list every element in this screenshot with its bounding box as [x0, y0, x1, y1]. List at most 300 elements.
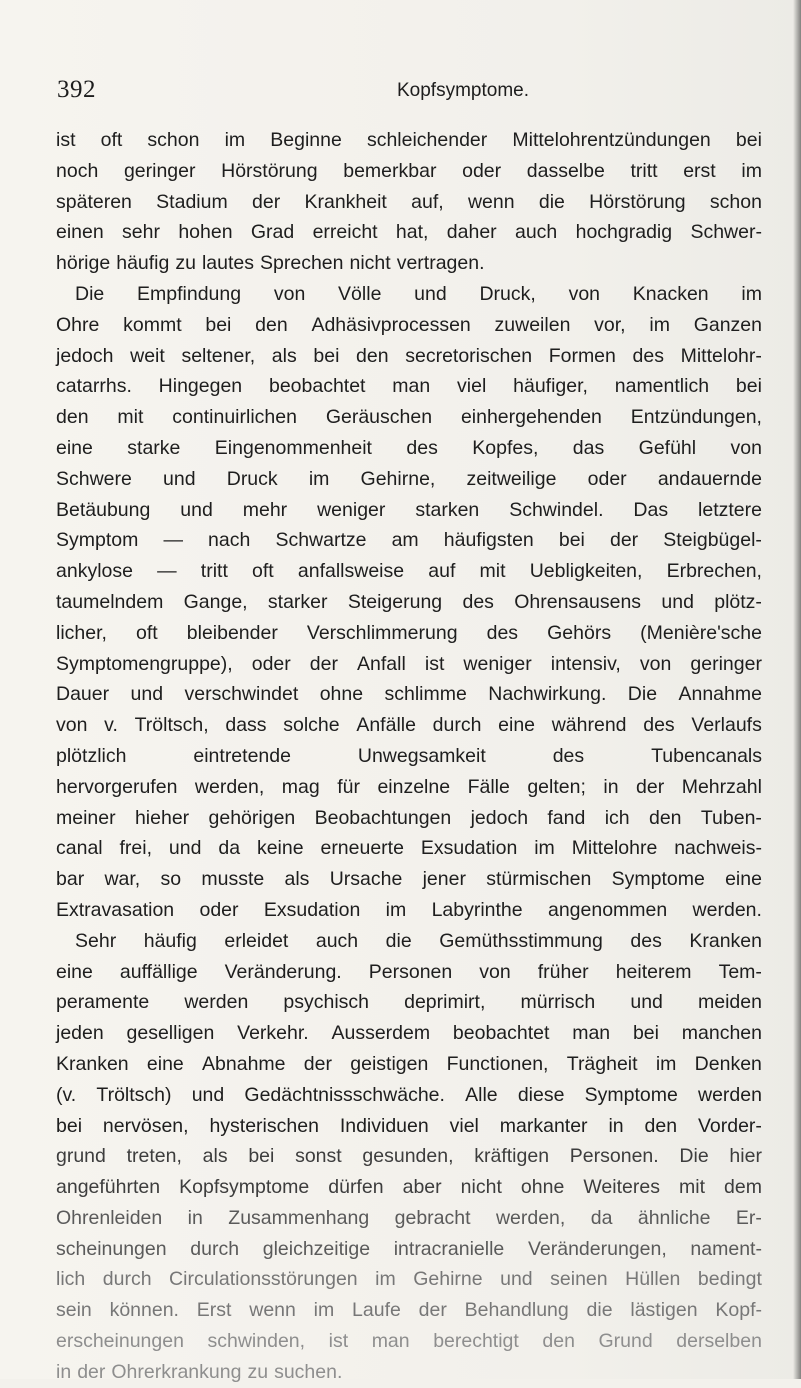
word: hörige — [56, 252, 111, 275]
word: Adhäsivprocessen — [311, 313, 471, 336]
word: kommt — [123, 313, 182, 336]
word: Mehrzahl — [681, 775, 762, 798]
word: lautes — [201, 252, 255, 275]
word: schon — [709, 190, 762, 213]
text-line — [56, 433, 762, 464]
word: zu — [175, 252, 196, 275]
word: Abnahme — [202, 1052, 286, 1075]
word: hieher — [134, 806, 190, 829]
word: auch — [514, 221, 558, 244]
word: einhergehenden — [460, 406, 602, 429]
word: hat, — [395, 221, 429, 244]
word: Dauer — [56, 683, 110, 706]
word: Kopf- — [715, 1299, 762, 1322]
word: seinen — [550, 1268, 608, 1291]
word: Symptome — [584, 1083, 678, 1106]
word: Sehr — [75, 929, 117, 952]
word: des — [486, 621, 519, 644]
word: Ohrensausens — [514, 590, 642, 613]
word: von — [56, 714, 88, 737]
word: psychisch — [283, 991, 370, 1014]
word: Fälle — [467, 775, 510, 798]
word: treten, — [126, 1145, 182, 1168]
word: das — [572, 436, 605, 459]
text-line — [56, 926, 762, 957]
word: taumelndem — [56, 590, 164, 613]
word: Er- — [735, 1206, 762, 1229]
word: mit — [479, 560, 506, 583]
word: (v. — [56, 1083, 77, 1106]
text-line — [56, 803, 762, 834]
word: häufig — [143, 929, 197, 952]
word: stürmischen — [486, 868, 592, 891]
word: Symptom — [56, 529, 139, 552]
text-line — [56, 987, 762, 1018]
word: plötz- — [714, 590, 762, 613]
text-line — [56, 741, 762, 772]
text-line — [56, 1172, 762, 1203]
word: intensiv, — [550, 652, 621, 675]
word: und — [168, 837, 202, 860]
word: lästigen — [630, 1299, 698, 1322]
word: diese — [517, 1083, 565, 1106]
word: oder — [587, 467, 627, 490]
word: markanter — [499, 1114, 588, 1137]
word: die — [385, 929, 412, 952]
word: bei — [632, 1022, 659, 1045]
word: Veränderungen, — [527, 1237, 667, 1260]
word: oft — [100, 129, 123, 151]
word: Die — [627, 683, 658, 706]
word: Grund — [598, 1330, 653, 1353]
word: Gefühl — [638, 436, 697, 459]
word: im — [655, 1052, 677, 1075]
word: erscheinungen — [56, 1330, 184, 1353]
word: vertragen. — [396, 252, 485, 275]
word: wenn — [249, 1299, 296, 1322]
word: Geräuschen — [325, 406, 433, 429]
word: (Menière'sche — [640, 621, 762, 644]
word: Exsudation — [263, 898, 361, 921]
word: kräftigen — [474, 1145, 550, 1168]
text-line — [56, 679, 762, 710]
word: Entzündungen, — [630, 406, 762, 429]
word: eine — [725, 868, 762, 891]
word: nachweis- — [674, 837, 762, 860]
text-line — [56, 864, 762, 895]
word: einen — [56, 221, 104, 244]
word: Labyrinthe — [431, 898, 523, 921]
word: durch — [190, 1237, 240, 1260]
word: Ursache — [329, 868, 403, 891]
word: von — [273, 282, 306, 305]
word: Annahme — [678, 683, 762, 706]
word: Vorder- — [697, 1114, 762, 1137]
text-line — [56, 833, 762, 864]
word: verschwindet — [184, 683, 299, 706]
word: des — [643, 714, 675, 737]
word: von — [568, 282, 601, 305]
word: starke — [127, 436, 181, 459]
word: sehr — [122, 221, 160, 244]
word: Hüllen — [625, 1268, 681, 1291]
word: mehr — [242, 498, 288, 521]
word: letztere — [698, 498, 762, 521]
word: war, — [104, 868, 141, 891]
word: starker — [267, 590, 328, 613]
text-line — [56, 495, 762, 526]
word: Trägheit — [566, 1052, 638, 1075]
word: und — [130, 683, 164, 706]
text-line — [56, 618, 762, 649]
word: meiner — [56, 806, 116, 829]
word: Circulationsstörungen — [169, 1268, 358, 1291]
word: starken — [415, 498, 480, 521]
word: dasselbe — [526, 159, 605, 182]
word: oder — [462, 159, 502, 182]
word: Personen — [368, 960, 453, 983]
word: Ganzen — [693, 313, 762, 336]
word: den — [255, 313, 288, 336]
word: continuirlichen — [172, 406, 297, 429]
word: Die — [679, 1145, 709, 1168]
word: Schwartze — [275, 529, 367, 552]
word: eine — [56, 436, 93, 459]
word: eintretende — [193, 744, 291, 767]
word: ähnliche — [637, 1206, 711, 1229]
word: Kopfes, — [472, 436, 539, 459]
word: bemerkbar — [343, 159, 437, 182]
word: Druck, — [479, 282, 536, 305]
text-line — [56, 341, 762, 372]
word: im — [375, 1268, 396, 1291]
word: gebracht — [394, 1206, 471, 1229]
word: sein — [56, 1299, 92, 1322]
text-line — [56, 556, 762, 587]
word: weit — [130, 344, 165, 367]
text-line — [56, 217, 762, 248]
word: Symptome — [611, 868, 705, 891]
word: im — [308, 467, 330, 490]
word: im — [534, 837, 555, 860]
word: im — [385, 898, 407, 921]
word: geselligen — [126, 1022, 215, 1045]
word: schon — [147, 129, 200, 151]
text-line — [56, 464, 762, 495]
word: des — [406, 436, 438, 459]
word: Gehörs — [547, 621, 612, 644]
word: beobachtet — [268, 375, 366, 398]
text-line — [56, 957, 762, 988]
word: noch — [56, 159, 99, 182]
word: nach — [208, 529, 251, 552]
word: hysterischen — [209, 1114, 319, 1137]
word: Erbrechen, — [666, 560, 762, 583]
word: Gedächtnissschwäche. — [244, 1083, 445, 1106]
text-line — [56, 587, 762, 618]
text-line — [56, 525, 762, 556]
word: Druck — [226, 467, 278, 490]
word: Ohre — [56, 313, 100, 336]
word: hohen — [178, 221, 233, 244]
word: oder — [251, 652, 291, 675]
word: lich — [56, 1268, 86, 1291]
word: im — [741, 159, 762, 182]
page-number: 392 — [57, 76, 96, 103]
word: und — [163, 467, 196, 490]
word: späteren — [56, 190, 132, 213]
word: Mittelohre — [571, 837, 658, 860]
word: Uebligkeiten, — [529, 560, 643, 583]
word: auffällige — [119, 960, 198, 983]
word: der — [303, 1052, 332, 1075]
word: Anfall — [357, 652, 406, 675]
word: peramente — [56, 991, 150, 1014]
text-line — [56, 1234, 762, 1265]
word: namentlich — [614, 375, 710, 398]
word: Gange, — [183, 590, 248, 613]
word: Formen — [548, 344, 616, 367]
word: Nachwirkung. — [488, 683, 607, 706]
word: Hörstörung — [589, 190, 686, 213]
word: schleichender — [366, 129, 488, 151]
word: des — [552, 744, 585, 767]
word: werden — [697, 1083, 762, 1106]
word: als — [284, 868, 310, 891]
word: Behandlung — [464, 1299, 569, 1322]
text-line — [56, 187, 762, 218]
text-line — [56, 1018, 762, 1049]
word: in — [187, 1206, 203, 1229]
word: jedoch — [56, 344, 114, 367]
text-line — [56, 1080, 762, 1111]
word: der — [636, 775, 665, 798]
word: eine — [498, 714, 536, 737]
word: gleichzeitige — [262, 1237, 371, 1260]
word: bei — [56, 1114, 83, 1137]
word: Gemüthsstimmung — [439, 929, 603, 952]
word: den — [644, 1114, 678, 1137]
word: canal — [56, 837, 103, 860]
word: des — [632, 344, 664, 367]
word: Gehirne — [413, 1268, 483, 1291]
word: während — [551, 714, 627, 737]
word: Eingenommenheit — [214, 436, 372, 459]
word: da — [218, 837, 241, 860]
word: secretorischen — [405, 344, 533, 367]
word: in — [56, 1360, 72, 1383]
text-line — [56, 1264, 762, 1295]
word: jener — [422, 868, 466, 891]
word: des — [630, 929, 662, 952]
text-line — [56, 248, 762, 279]
word: auch — [315, 929, 359, 952]
word: keine — [256, 837, 304, 860]
word: und — [630, 991, 663, 1014]
word: von — [479, 960, 511, 983]
word: Sprechen — [260, 252, 344, 275]
word: werden, — [495, 1206, 566, 1229]
word: nament- — [690, 1237, 762, 1260]
word: den — [356, 344, 389, 367]
word: seltener, — [181, 344, 256, 367]
word: geistigen — [350, 1052, 429, 1075]
word: Tubencanals — [651, 744, 762, 767]
word: licher, — [56, 621, 107, 644]
word: zuweilen — [494, 313, 571, 336]
text-line — [56, 1295, 762, 1326]
word: Veränderung. — [224, 960, 342, 983]
word: als — [271, 344, 297, 367]
word: viel — [457, 375, 487, 398]
word: catarrhs. — [56, 375, 132, 398]
word: suchen. — [274, 1360, 343, 1383]
word: derselben — [676, 1330, 762, 1353]
word: Tröltsch) — [96, 1083, 172, 1106]
word: Exsudation — [420, 837, 518, 860]
word: grund — [56, 1145, 106, 1168]
word: einzelne — [377, 775, 451, 798]
word: geringer — [690, 652, 762, 675]
word: hier — [729, 1145, 762, 1168]
word: Grad — [250, 221, 295, 244]
word: scheinungen — [56, 1237, 167, 1260]
word: Mittelohr- — [680, 344, 762, 367]
word: Kranken — [689, 929, 762, 952]
word: der — [77, 1360, 106, 1383]
word: Tuben- — [700, 806, 762, 829]
word: Völle — [338, 282, 382, 305]
word: nicht — [349, 252, 391, 275]
word: erreicht — [312, 221, 378, 244]
word: ist — [328, 1330, 349, 1353]
word: angeführten — [56, 1176, 161, 1199]
word: Steigerung — [347, 590, 443, 613]
word: ohne — [520, 1176, 565, 1199]
word: die — [586, 1299, 613, 1322]
word: bar — [56, 868, 85, 891]
text-line — [56, 371, 762, 402]
word: Schwindel. — [509, 498, 604, 521]
word: in — [608, 1114, 624, 1137]
word: weniger — [463, 652, 532, 675]
word: vor, — [594, 313, 626, 336]
word: am — [391, 529, 419, 552]
word: geringer — [123, 159, 196, 182]
word: man — [572, 1022, 611, 1045]
word: Unwegsamkeit — [357, 744, 486, 767]
word: Schwere — [56, 467, 132, 490]
word: Functionen, — [446, 1052, 549, 1075]
word: oder — [199, 898, 239, 921]
word: häufigsten — [443, 529, 534, 552]
word: Zusammenhang — [228, 1206, 370, 1229]
word: meiden — [697, 991, 762, 1014]
word: sonst — [295, 1145, 342, 1168]
word: dass — [225, 714, 267, 737]
text-line — [56, 649, 762, 680]
word: Hingegen — [158, 375, 243, 398]
text-line — [56, 1326, 762, 1357]
page-header — [0, 76, 801, 116]
word: Personen. — [569, 1145, 659, 1168]
word: Weiteres — [583, 1176, 660, 1199]
word: bei — [735, 129, 762, 151]
word: gesunden, — [362, 1145, 454, 1168]
word: manchen — [681, 1022, 762, 1045]
word: der — [252, 190, 281, 213]
word: mag — [281, 775, 320, 798]
word: Ohrenleiden — [56, 1206, 163, 1229]
word: Verlaufs — [691, 714, 762, 737]
word: Individuen — [339, 1114, 429, 1137]
word: erneuerte — [320, 837, 404, 860]
word: gehörigen — [208, 806, 296, 829]
word: den — [56, 406, 89, 429]
word: erst — [683, 159, 716, 182]
word: daher — [446, 221, 497, 244]
word: Gehirne, — [360, 467, 436, 490]
body-text — [56, 125, 762, 1388]
word: im — [313, 1299, 335, 1322]
word: Laufe — [352, 1299, 401, 1322]
word: durch — [432, 714, 482, 737]
word: die — [538, 190, 565, 213]
word: des — [462, 590, 494, 613]
word: können. — [109, 1299, 179, 1322]
word: — — [163, 529, 183, 552]
text-line — [56, 1357, 762, 1388]
word: und — [191, 1083, 225, 1106]
word: ich — [604, 806, 630, 829]
word: werden. — [692, 898, 762, 921]
word: man — [392, 375, 431, 398]
word: und — [500, 1268, 533, 1291]
word: Beginne — [270, 129, 342, 151]
word: Kopfsymptome — [179, 1176, 310, 1199]
word: eine — [146, 1052, 184, 1075]
word: v. — [104, 714, 118, 737]
word: mit — [117, 406, 144, 429]
word: nicht — [460, 1176, 502, 1199]
word: tritt — [630, 159, 658, 182]
text-line — [56, 1111, 762, 1142]
word: solche — [283, 714, 340, 737]
word: plötzlich — [56, 744, 127, 767]
word: Schwer- — [690, 221, 762, 244]
word: Tröltsch, — [134, 714, 209, 737]
word: Knacken — [632, 282, 709, 305]
page-edge-shadow — [793, 0, 801, 1379]
word: zeitweilige — [466, 467, 557, 490]
word: Denken — [694, 1052, 762, 1075]
text-line — [56, 125, 762, 156]
word: mit — [679, 1176, 705, 1199]
word: andauernde — [657, 467, 762, 490]
word: Steigbügel- — [663, 529, 762, 552]
word: Krankheit — [304, 190, 387, 213]
word: anfallsweise — [297, 560, 405, 583]
word: im — [224, 129, 246, 151]
word: schwinden, — [207, 1330, 306, 1353]
word: Stadium — [156, 190, 228, 213]
word: intracranielle — [393, 1237, 505, 1260]
word: beobachtet — [452, 1022, 550, 1045]
word: frei, — [119, 837, 153, 860]
word: im — [649, 313, 670, 336]
word: bei — [558, 529, 585, 552]
word: hochgradig — [575, 221, 673, 244]
